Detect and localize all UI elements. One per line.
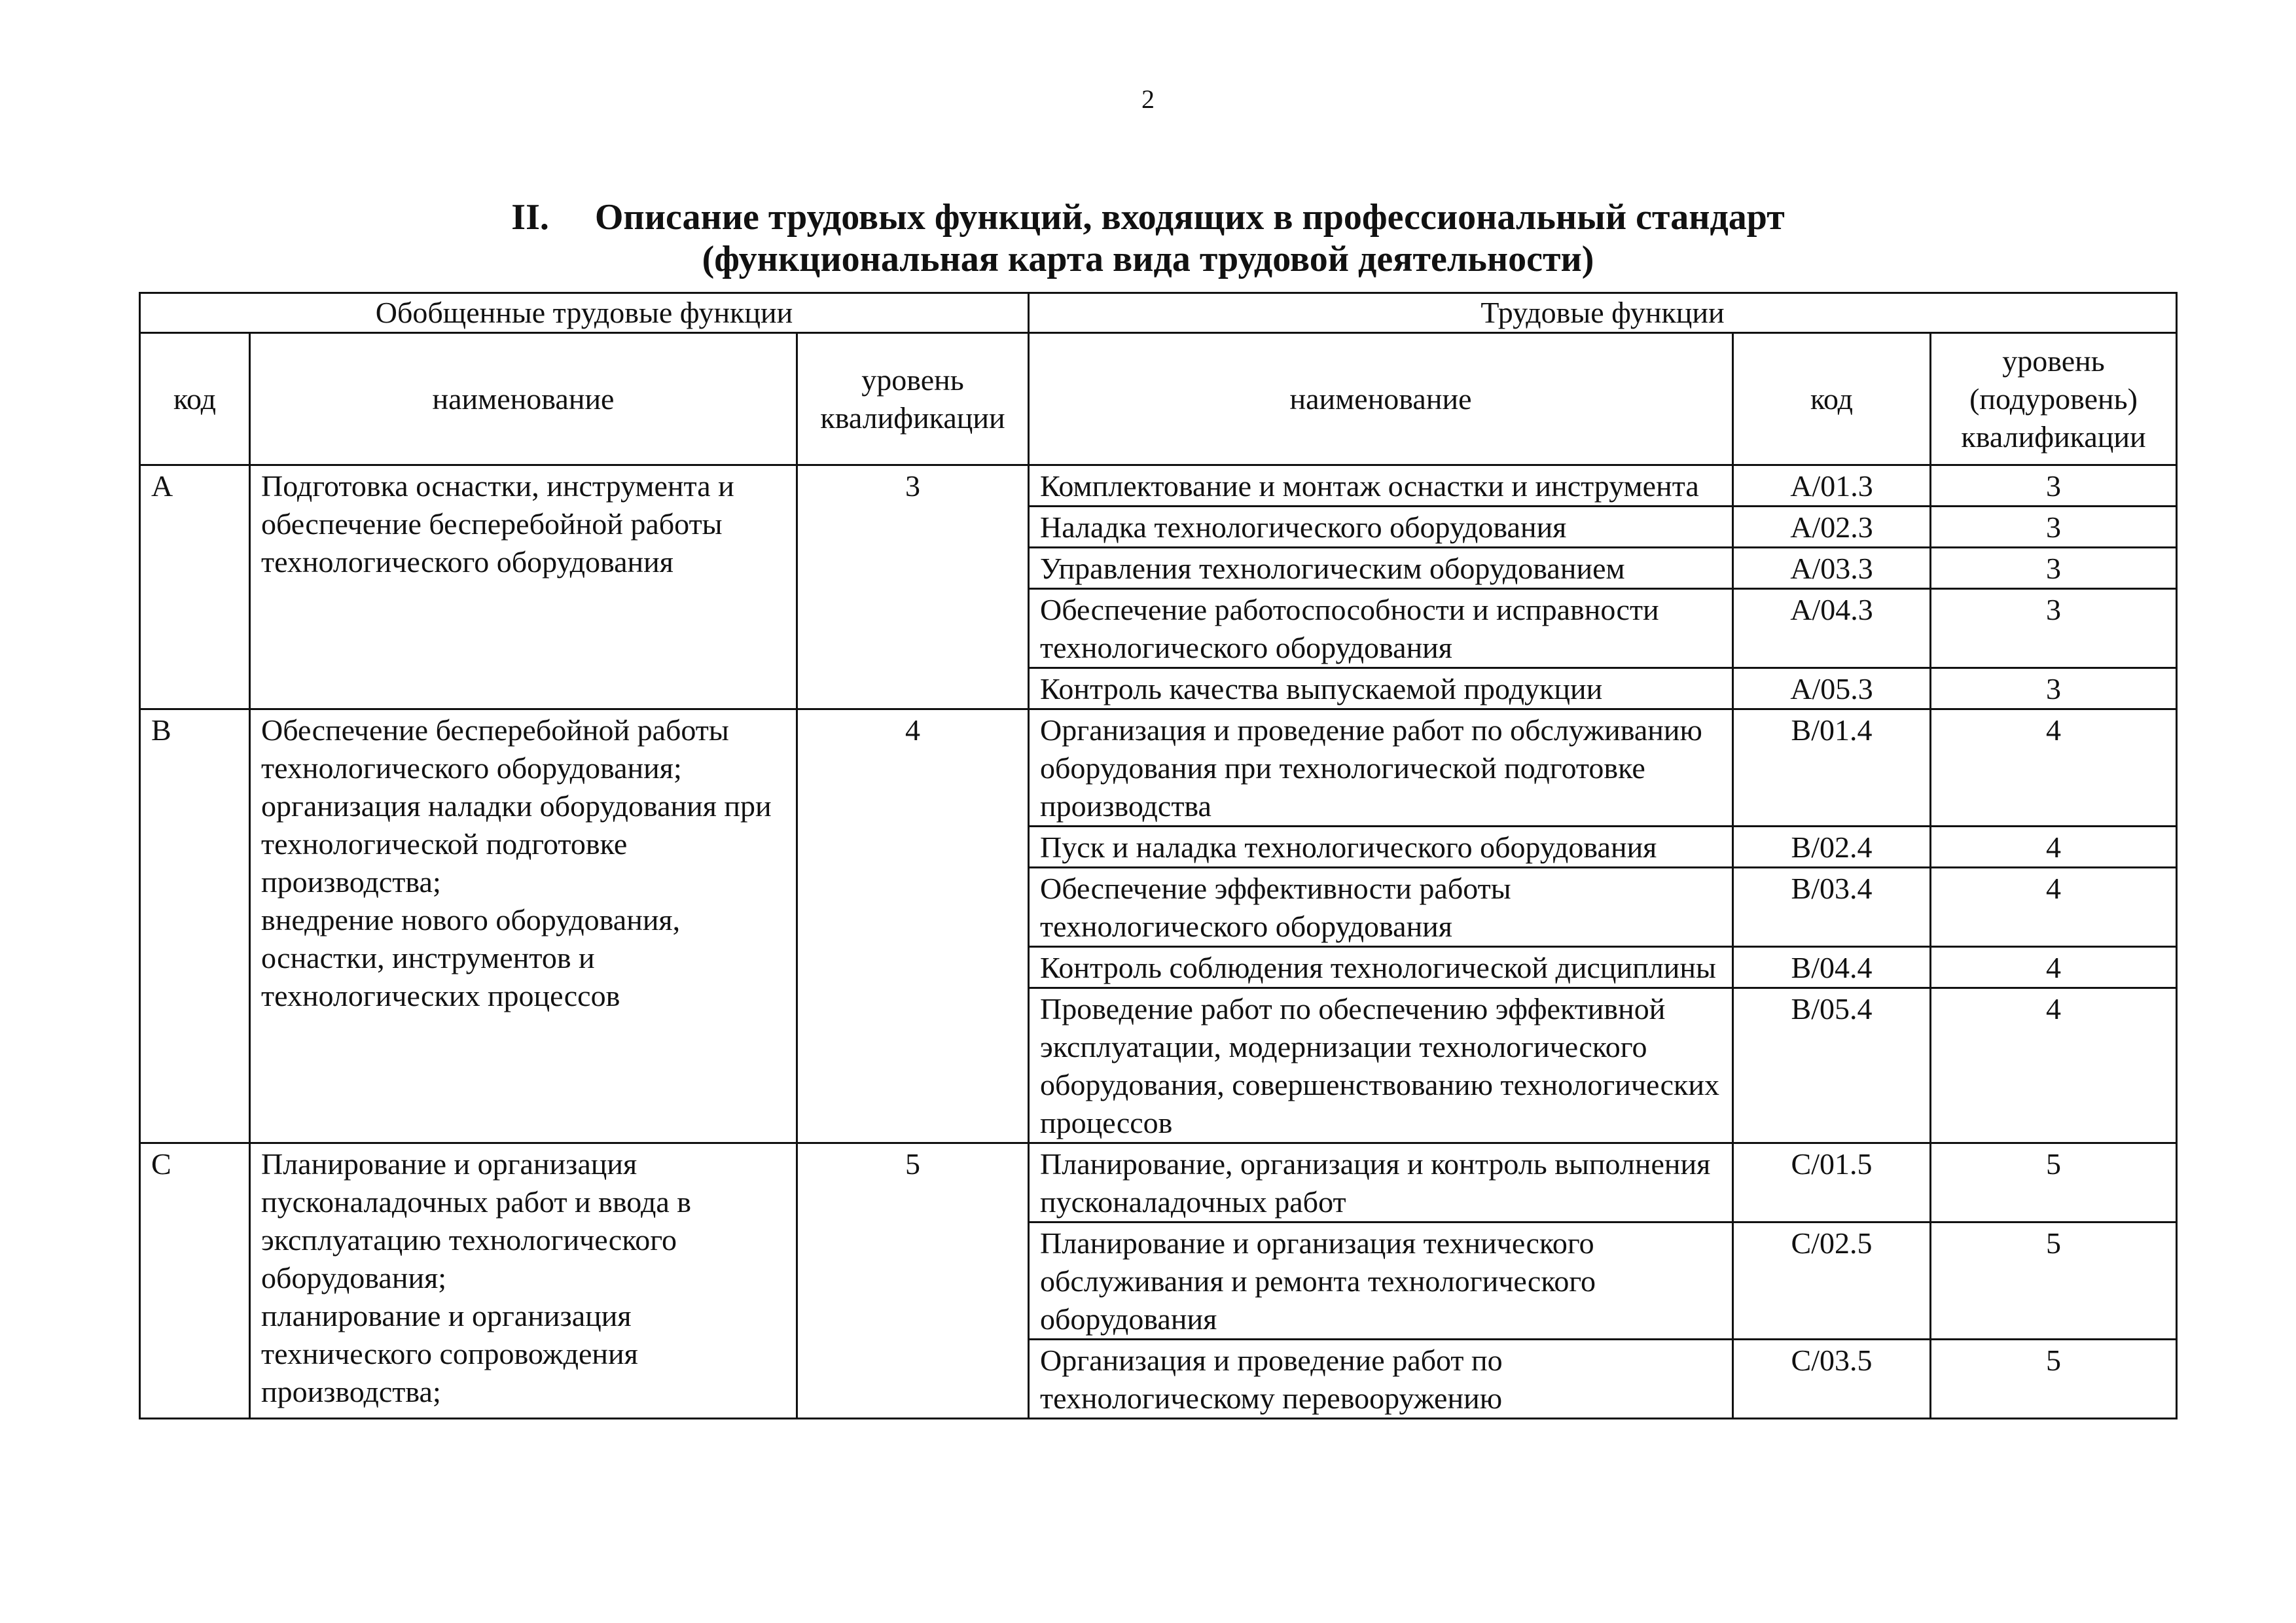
function-level-cell: 5	[1931, 1143, 2177, 1222]
function-code-cell: B/03.4	[1733, 868, 1931, 947]
generalized-code-cell: A	[140, 465, 250, 709]
function-name-cell: Планирование, организация и контроль выполнения пусконаладочных работ	[1029, 1143, 1733, 1222]
header-labor-functions: Трудовые функции	[1029, 293, 2177, 333]
function-name-cell: Обеспечение эффективности работы технологического оборудования	[1029, 868, 1733, 947]
function-code-cell: A/01.3	[1733, 465, 1931, 507]
function-code-cell: B/04.4	[1733, 947, 1931, 988]
function-name-cell: Управления технологическим оборудованием	[1029, 548, 1733, 589]
generalized-code-cell: B	[140, 709, 250, 1143]
function-level-cell: 5	[1931, 1222, 2177, 1340]
title-line-2: (функциональная карта вида трудовой деятельности)	[702, 239, 1594, 279]
table-row	[140, 709, 2177, 827]
function-name-cell: Пуск и наладка технологического оборудования	[1029, 827, 1733, 868]
section-number: II.	[511, 197, 549, 238]
function-name-cell: Обеспечение работоспособности и исправности технологического оборудования	[1029, 589, 1733, 668]
function-level-cell: 3	[1931, 668, 2177, 709]
function-level-cell: 4	[1931, 988, 2177, 1143]
function-level-cell: 3	[1931, 507, 2177, 548]
generalized-level-cell: 3	[797, 465, 1029, 709]
generalized-name-cell: Обеспечение бесперебойной работы технологического оборудования; организация наладки оборудования при технологической подготовке производства; внедрение нового оборудования, оснастки, инструментов и технологических процессов	[250, 709, 797, 1143]
col-header-function-name: наименование	[1029, 333, 1733, 465]
function-code-cell: C/02.5	[1733, 1222, 1931, 1340]
table-row	[140, 1143, 2177, 1222]
section-title	[0, 196, 2296, 280]
function-code-cell: A/04.3	[1733, 589, 1931, 668]
function-level-cell: 3	[1931, 548, 2177, 589]
function-level-cell: 4	[1931, 947, 2177, 988]
generalized-level-cell: 5	[797, 1143, 1029, 1419]
function-level-cell: 4	[1931, 868, 2177, 947]
functional-map-table	[139, 292, 2178, 1419]
col-header-generalized-level: уровень квалификации	[797, 333, 1029, 465]
col-header-generalized-code: код	[140, 333, 250, 465]
function-code-cell: A/03.3	[1733, 548, 1931, 589]
generalized-name-cell: Планирование и организация пусконаладочных работ и ввода в эксплуатацию технологического оборудования; планирование и организация технического сопровождения производства;	[250, 1143, 797, 1419]
function-level-cell: 5	[1931, 1340, 2177, 1419]
function-name-cell: Организация и проведение работ по технологическому перевооружению	[1029, 1340, 1733, 1419]
function-name-cell: Организация и проведение работ по обслуживанию оборудования при технологической подготовке производства	[1029, 709, 1733, 827]
col-header-function-code: код	[1733, 333, 1931, 465]
function-code-cell: A/02.3	[1733, 507, 1931, 548]
header-generalized-functions: Обобщенные трудовые функции	[140, 293, 1029, 333]
function-code-cell: C/03.5	[1733, 1340, 1931, 1419]
function-code-cell: A/05.3	[1733, 668, 1931, 709]
function-name-cell: Контроль качества выпускаемой продукции	[1029, 668, 1733, 709]
function-name-cell: Проведение работ по обеспечению эффективной эксплуатации, модернизации технологического оборудования, совершенствованию технологических процессов	[1029, 988, 1733, 1143]
col-header-function-level: уровень (подуровень) квалификации	[1931, 333, 2177, 465]
title-line-1: Описание трудовых функций, входящих в профессиональный стандарт	[594, 197, 1785, 238]
function-code-cell: B/01.4	[1733, 709, 1931, 827]
function-level-cell: 3	[1931, 589, 2177, 668]
function-name-cell: Комплектование и монтаж оснастки и инструмента	[1029, 465, 1733, 507]
generalized-name-cell: Подготовка оснастки, инструмента и обеспечение бесперебойной работы технологического оборудования	[250, 465, 797, 709]
generalized-level-cell: 4	[797, 709, 1029, 1143]
function-level-cell: 4	[1931, 827, 2177, 868]
function-code-cell: C/01.5	[1733, 1143, 1931, 1222]
page-number: 2	[1141, 84, 1155, 114]
table-row	[140, 465, 2177, 507]
generalized-code-cell: C	[140, 1143, 250, 1419]
function-level-cell: 4	[1931, 709, 2177, 827]
function-name-cell: Наладка технологического оборудования	[1029, 507, 1733, 548]
function-name-cell: Контроль соблюдения технологической дисциплины	[1029, 947, 1733, 988]
function-name-cell: Планирование и организация технического обслуживания и ремонта технологического оборудования	[1029, 1222, 1733, 1340]
function-code-cell: B/02.4	[1733, 827, 1931, 868]
function-code-cell: B/05.4	[1733, 988, 1931, 1143]
col-header-generalized-name: наименование	[250, 333, 797, 465]
function-level-cell: 3	[1931, 465, 2177, 507]
